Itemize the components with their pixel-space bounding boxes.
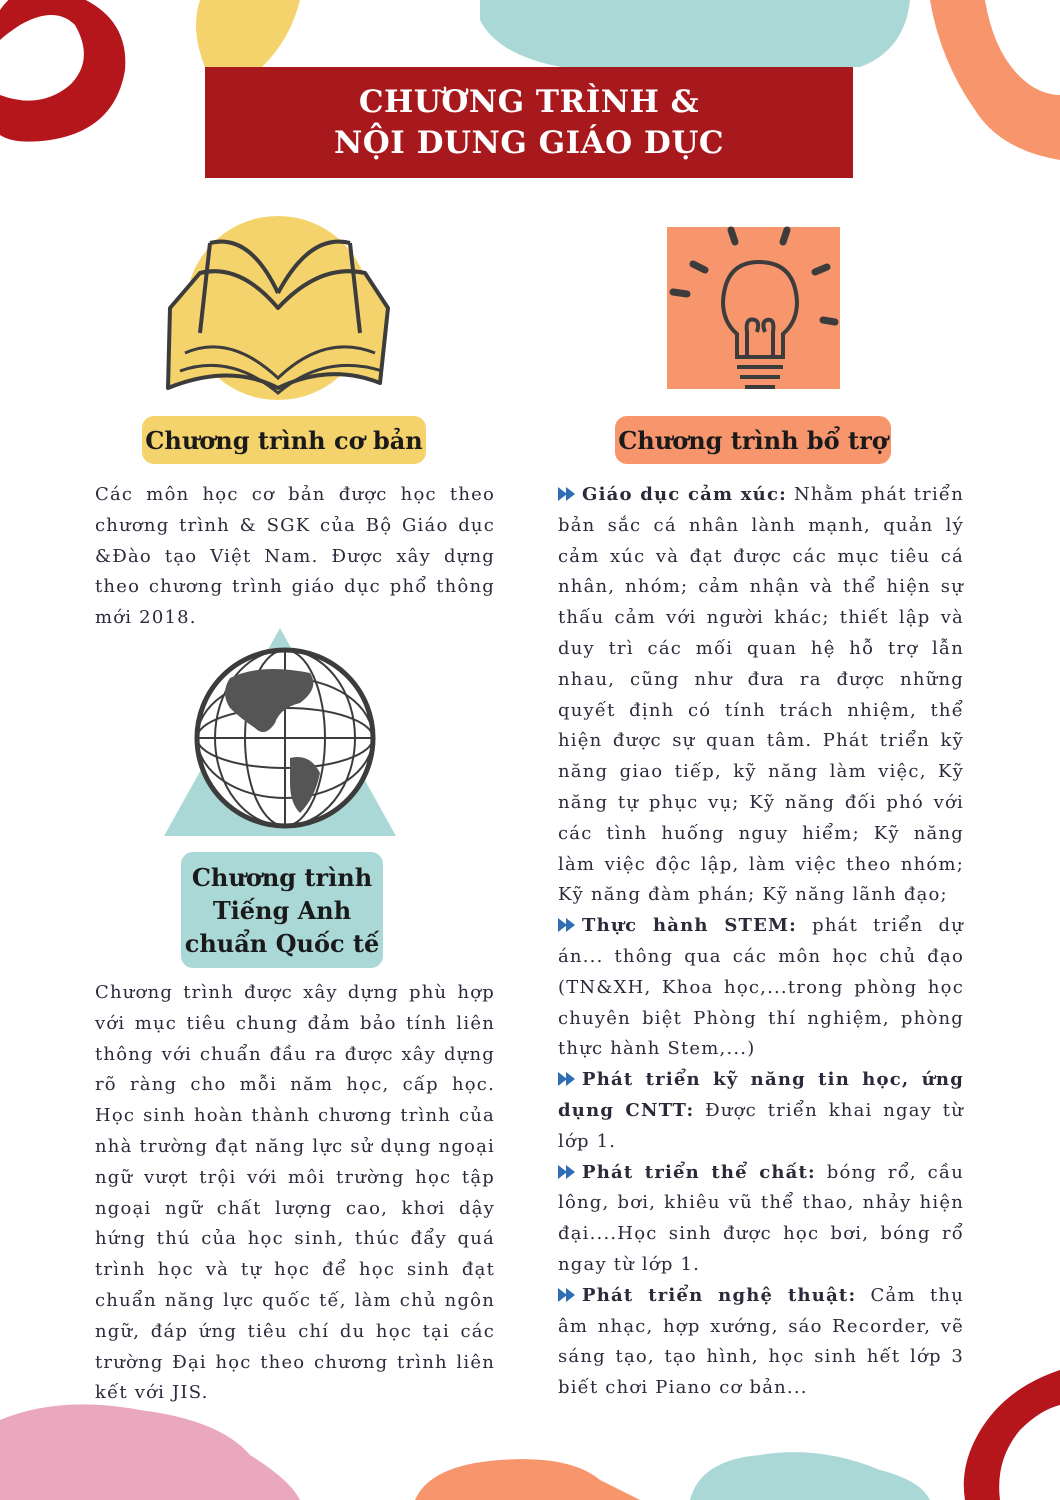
yellow-blob-shape bbox=[196, 0, 300, 67]
arrow-bullet-icon bbox=[558, 487, 578, 501]
basic-program-text: Các môn học cơ bản được học theo chương trình & SGK của Bộ Giáo dục &Đào tạo Việt Nam. Được xây dựng theo chương trình giáo dục phổ thông mới 2018. bbox=[95, 484, 495, 629]
item-text: bóng rổ, cầu lông, bơi, khiêu vũ thể thao, nhảy hiện đại....Học sinh được học bơi, bóng rổ ngay từ lớp 1. bbox=[558, 1161, 964, 1275]
globe-icon bbox=[160, 628, 400, 838]
orange-blob-shape bbox=[415, 1459, 640, 1500]
english-program-text: Chương trình được xây dựng phù hợp với mục tiêu chung đảm bảo tính liên thông với chuẩn đầu ra được xây dựng rõ ràng cho mỗi năm học, cấp học. Học sinh hoàn thành chương trình của nhà trường đạt năng lực sử dụng ngoại ngữ vượt trội với môi trường học tập ngoại ngữ chất lượng cao, khơi dậy hứng thú của học sinh, thúc đẩy quá trình học và tự học để học sinh đạt chuẩn năng lực quốc tế, làm chủ ngôn ngữ, đáp ứng tiêu chí du học tại các trường Đại học theo chương trình liên kết với JIS. bbox=[95, 982, 495, 1404]
red-ring-bottom bbox=[964, 1370, 1060, 1500]
item-text: Được triển khai ngay từ lớp 1. bbox=[558, 1099, 965, 1152]
book-icon bbox=[160, 213, 400, 403]
title-line-2: NỘI DUNG GIÁO DỤC bbox=[333, 124, 725, 161]
item-text: Cảm thụ âm nhạc, hợp xướng, sáo Recorder, vẽ sáng tạo, tạo hình, học sinh hết lớp 3 biết chơi Piano cơ bản... bbox=[558, 1284, 964, 1399]
list-item bbox=[558, 480, 964, 911]
label-extra-program: Chương trình bổ trợ bbox=[615, 416, 891, 464]
list-item bbox=[558, 1065, 964, 1157]
list-item bbox=[558, 1281, 964, 1404]
label-basic-program: Chương trình cơ bản bbox=[142, 416, 426, 464]
english-label-line-2: Tiếng Anh bbox=[212, 895, 352, 925]
item-title: Phát triển kỹ năng tin học, ứng dụng CNTT: bbox=[558, 1069, 964, 1121]
extra-program-list bbox=[558, 480, 964, 1404]
arrow-bullet-icon bbox=[558, 1165, 578, 1179]
list-item bbox=[558, 911, 964, 1065]
red-ring-shape bbox=[0, 0, 125, 142]
english-label-line-3: chuẩn Quốc tế bbox=[184, 928, 380, 958]
arrow-bullet-icon bbox=[558, 1072, 578, 1086]
teal-blob-bottom bbox=[690, 1452, 930, 1500]
list-item bbox=[558, 1158, 964, 1281]
item-title: Thực hành STEM: bbox=[582, 915, 798, 937]
english-label-line-1: Chương trình bbox=[191, 862, 373, 892]
label-english-program bbox=[181, 852, 383, 968]
item-text: Nhằm phát triển bản sắc cá nhân lành mạnh, quản lý cảm xúc và đạt được các mục tiêu cá nhân, nhóm; cảm nhận và thể hiện sự thấu cảm với người khác; thiết lập và duy trì các mối quan hệ hỗ trợ lẫn nhau, cũng như đưa ra được những quyết định có tính trách nhiệm, thể hiện được sự quan tâm. Phát triển kỹ năng giao tiếp, kỹ năng làm việc, Kỹ năng tự phục vụ; Kỹ năng đối phó với các tình huống nguy hiểm; Kỹ năng làm việc độc lập, làm việc theo nhóm; Kỹ năng đàm phán; Kỹ năng lãnh đạo; bbox=[558, 484, 964, 906]
title-line-1: CHƯƠNG TRÌNH & bbox=[358, 83, 700, 120]
item-text: phát triển dự án... thông qua các môn học chủ đạo (TN&XH, Khoa học,...trong phòng học chuyên biệt Phòng thí nghiệm, phòng thực hành Stem,...) bbox=[558, 915, 964, 1060]
item-title: Giáo dục cảm xúc: bbox=[582, 484, 787, 505]
arrow-bullet-icon bbox=[558, 1288, 578, 1302]
item-title: Phát triển nghệ thuật: bbox=[582, 1284, 857, 1306]
page-title bbox=[205, 67, 853, 178]
lightbulb-icon bbox=[665, 222, 845, 402]
arrow-bullet-icon bbox=[558, 918, 578, 932]
pink-blob-shape bbox=[0, 1404, 300, 1500]
item-title: Phát triển thể chất: bbox=[582, 1161, 816, 1183]
